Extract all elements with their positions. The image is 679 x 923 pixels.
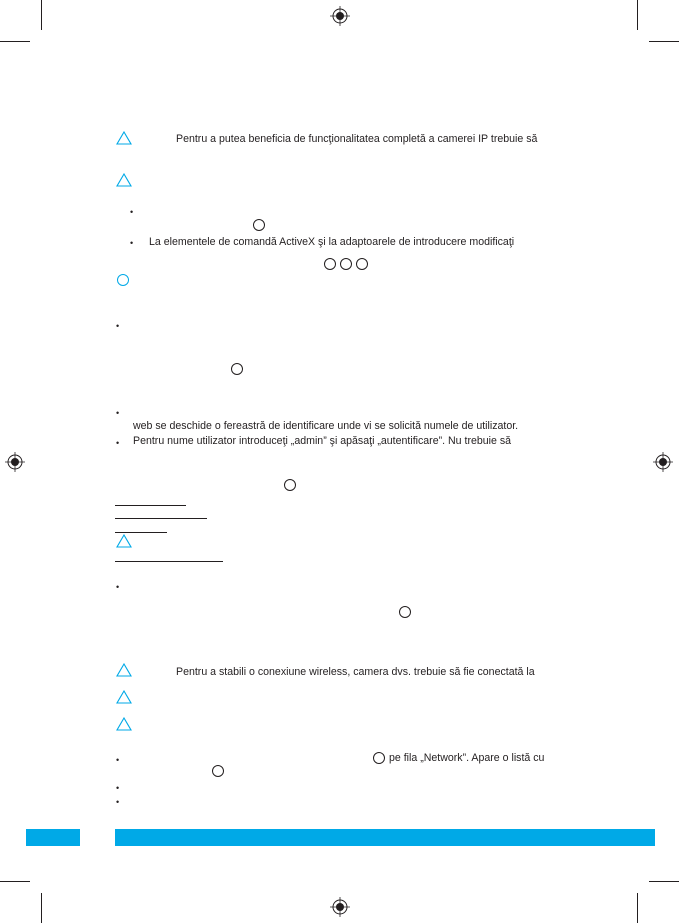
crop-mark [637,893,638,923]
bullet: • [116,321,120,331]
figure-marker-circle-icon [284,479,296,491]
underline-rule [115,561,223,562]
figure-marker-circle-icon [373,752,385,764]
crop-mark [649,881,679,882]
bullet: • [130,238,134,248]
crop-mark [649,41,679,42]
warning-triangle-icon [116,131,132,145]
info-circle-icon [117,274,129,286]
text-line: Pentru a putea beneficia de funcţionalitatea completă a camerei IP trebuie să [176,133,538,145]
registration-mark-icon [330,6,350,26]
figure-marker-circle-icon [324,258,336,270]
figure-marker-circle-icon [253,219,265,231]
registration-mark-icon [330,897,350,917]
registration-mark-icon [5,452,25,472]
warning-triangle-icon [116,173,132,187]
footer-tab [26,829,80,846]
figure-marker-circle-icon [399,606,411,618]
figure-marker-circle-icon [231,363,243,375]
bullet: • [116,797,120,807]
bullet: • [116,582,120,592]
underline-rule [115,532,167,533]
figure-marker-circle-icon [340,258,352,270]
text-line: Pentru a stabili o conexiune wireless, camera dvs. trebuie să fie conectată la [176,666,535,678]
bullet: • [116,438,120,448]
crop-mark [41,0,42,30]
warning-triangle-icon [116,534,132,548]
warning-triangle-icon [116,717,132,731]
bullet: • [116,783,120,793]
figure-marker-circle-icon [356,258,368,270]
bullet: • [116,408,120,418]
warning-triangle-icon [116,690,132,704]
underline-rule [115,505,186,506]
crop-mark [41,893,42,923]
crop-mark [637,0,638,30]
text-line: web se deschide o fereastră de identificare unde vi se solicită numele de utilizator. [133,420,519,432]
registration-mark-icon [653,452,673,472]
warning-triangle-icon [116,663,132,677]
bullet: • [116,755,120,765]
bullet: • [130,207,134,217]
underline-rule [115,518,207,519]
text-line: pe fila „Network”. Apare o listă cu [389,752,545,764]
figure-marker-circle-icon [212,765,224,777]
footer-bar [115,829,655,846]
crop-mark [0,881,30,882]
crop-mark [0,41,30,42]
text-line: Pentru nume utilizator introduceţi „admin” şi apăsaţi „autentificare”. Nu trebuie să [133,435,512,447]
text-line: La elementele de comandă ActiveX şi la adaptoarele de introducere modificaţi [149,236,515,248]
